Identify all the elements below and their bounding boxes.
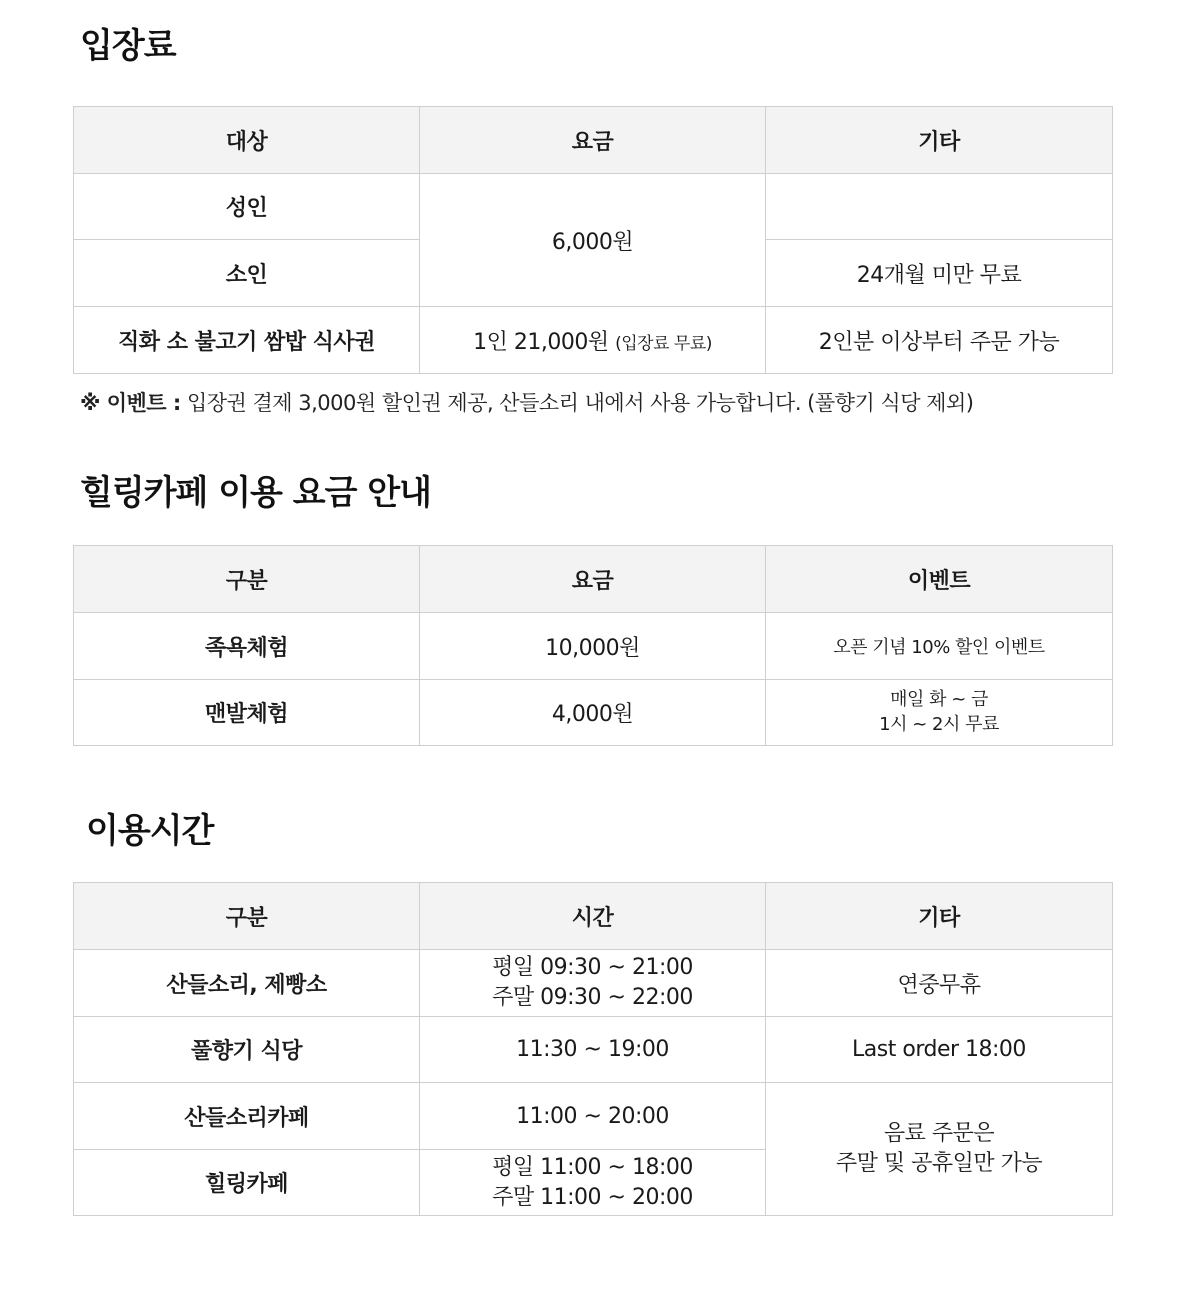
cafe-header-category: 구분 — [74, 546, 420, 613]
hours-restaurant-note: Last order 18:00 — [766, 1017, 1113, 1083]
shared-note-line2: 주말 및 공휴일만 가능 — [835, 1151, 1043, 1176]
event-note-text: 입장권 결제 3,000원 할인권 제공, 산들소리 내에서 사용 가능합니다. (풀향기 식당 제외) — [186, 391, 974, 415]
header-etc: 기타 — [766, 107, 1113, 174]
hours-row-sandeul: 산들소리, 제빵소 — [74, 950, 420, 1017]
sandeul-time-weekday: 평일 09:30 ~ 21:00 — [492, 955, 693, 981]
cafe-table — [73, 545, 1113, 746]
hours-healing-time — [420, 1150, 766, 1216]
admission-title: 입장료 — [80, 26, 176, 66]
cafe-barefoot-price: 4,000원 — [420, 680, 766, 746]
child-note: 24개월 미만 무료 — [766, 240, 1113, 307]
meal-price-cell — [420, 307, 766, 374]
fee-shared: 6,000원 — [420, 174, 766, 307]
cafe-header-fee: 요금 — [420, 546, 766, 613]
adult-note — [766, 174, 1113, 240]
meal-price-note: (입장료 무료) — [615, 333, 712, 354]
hours-sandeul-time — [420, 950, 766, 1017]
cafe-row-footbath: 족욕체험 — [74, 613, 420, 680]
event-note-label: ※ 이벤트 : — [80, 391, 181, 415]
shared-note-line1: 음료 주문은 — [883, 1121, 995, 1147]
row-meal: 직화 소 불고기 쌈밥 식사권 — [74, 307, 420, 374]
hours-row-cafe: 산들소리카페 — [74, 1083, 420, 1150]
event-note — [80, 387, 973, 417]
hours-table — [73, 882, 1113, 1216]
cafe-barefoot-event — [766, 680, 1113, 746]
hours-cafe-time: 11:00 ~ 20:00 — [420, 1083, 766, 1150]
barefoot-event-line2: 1시 ~ 2시 무료 — [879, 713, 999, 735]
cafe-row-barefoot: 맨발체험 — [74, 680, 420, 746]
hours-title: 이용시간 — [86, 811, 214, 851]
hours-header-category: 구분 — [74, 883, 420, 950]
row-adult: 성인 — [74, 174, 420, 240]
admission-table — [73, 106, 1113, 374]
cafe-footbath-event: 오픈 기념 10% 할인 이벤트 — [766, 613, 1113, 680]
healing-time-weekend: 주말 11:00 ~ 20:00 — [492, 1184, 693, 1210]
hours-header-time: 시간 — [420, 883, 766, 950]
hours-row-healing: 힐링카페 — [74, 1150, 420, 1216]
cafe-footbath-price: 10,000원 — [420, 613, 766, 680]
row-child: 소인 — [74, 240, 420, 307]
cafe-header-event: 이벤트 — [766, 546, 1113, 613]
meal-note: 2인분 이상부터 주문 가능 — [766, 307, 1113, 374]
hours-restaurant-time: 11:30 ~ 19:00 — [420, 1017, 766, 1083]
cafe-title: 힐링카페 이용 요금 안내 — [80, 473, 431, 513]
healing-time-weekday: 평일 11:00 ~ 18:00 — [492, 1154, 693, 1180]
header-target: 대상 — [74, 107, 420, 174]
hours-sandeul-note: 연중무휴 — [766, 950, 1113, 1017]
hours-row-restaurant: 풀향기 식당 — [74, 1017, 420, 1083]
hours-header-etc: 기타 — [766, 883, 1113, 950]
meal-price: 1인 21,000원 — [473, 329, 609, 355]
barefoot-event-line1: 매일 화 ~ 금 — [890, 689, 988, 711]
sandeul-time-weekend: 주말 09:30 ~ 22:00 — [492, 985, 693, 1010]
header-fee: 요금 — [420, 107, 766, 174]
hours-shared-note — [766, 1083, 1113, 1216]
